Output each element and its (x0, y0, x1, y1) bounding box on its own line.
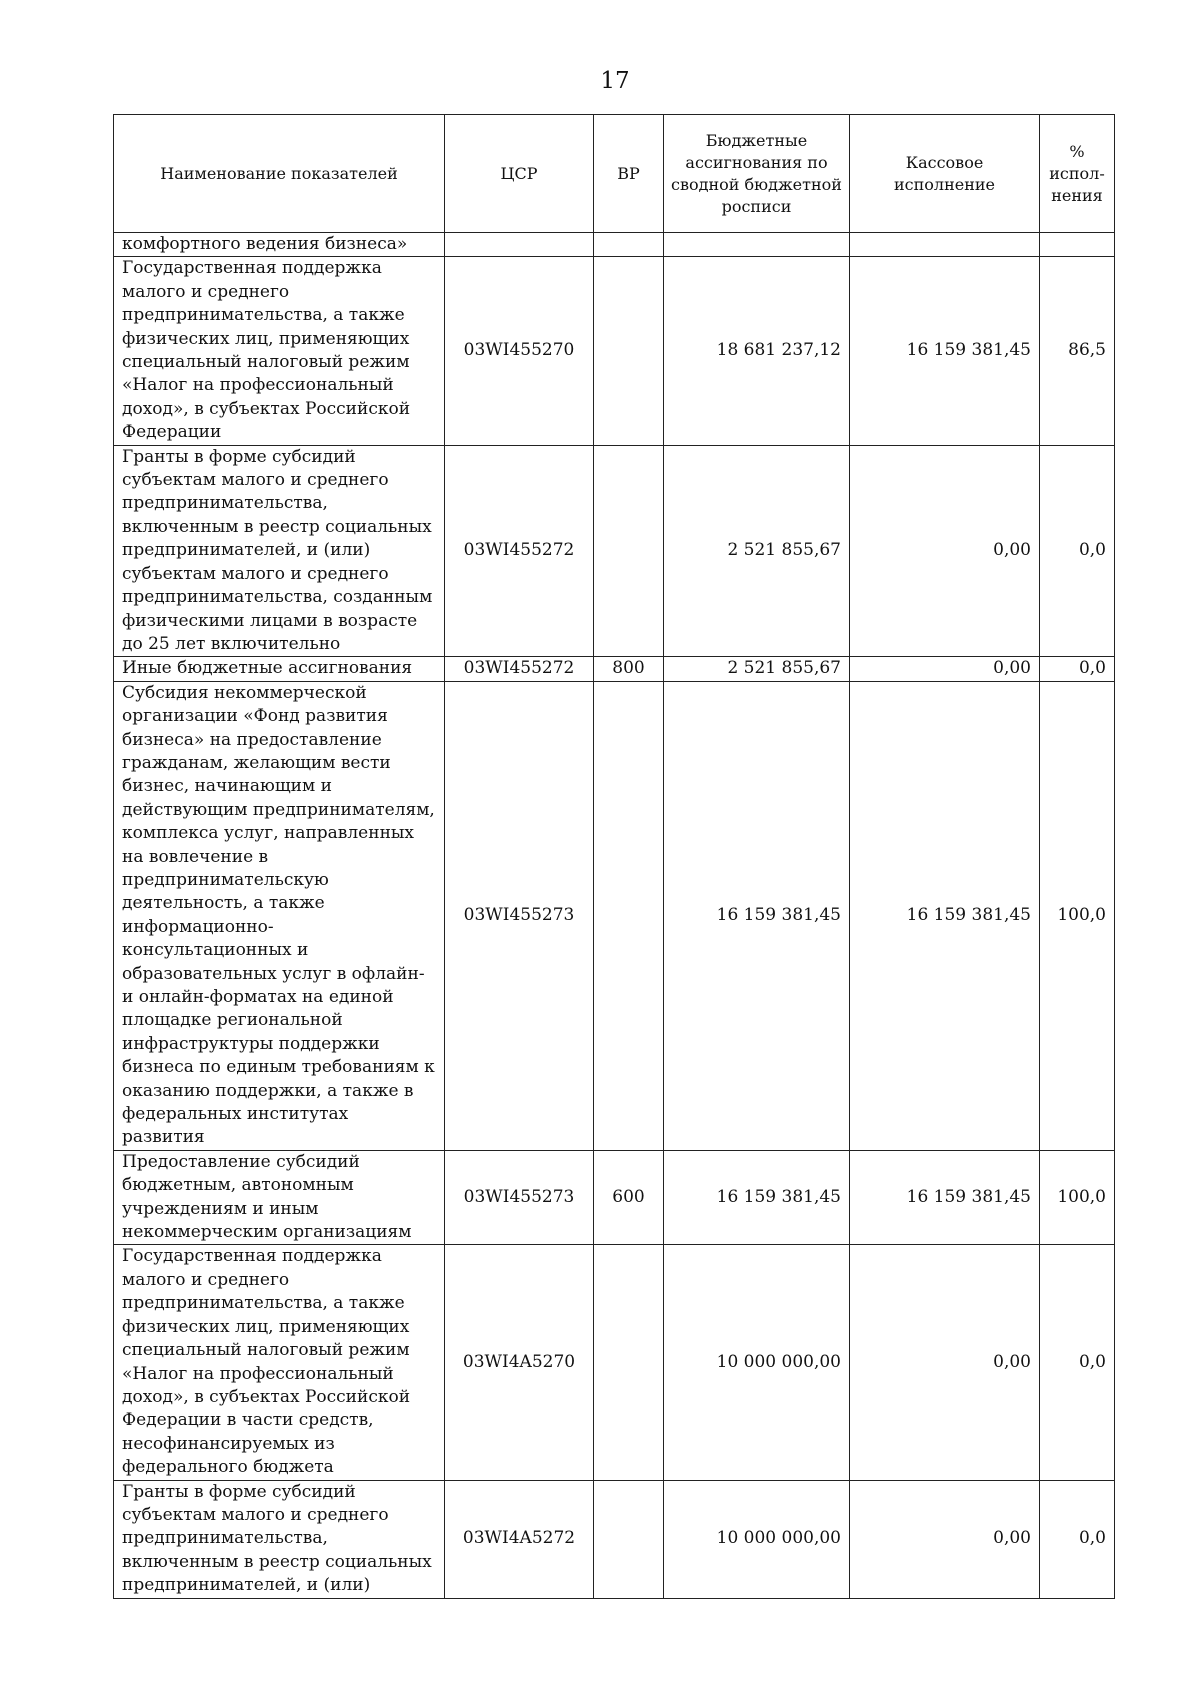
cell-name: Государственная поддержка малого и среднего предпринимательства, а также физических лиц, применяющих специальный налоговый режим «Налог на профессиональный доход», в субъектах Российской Федерации (114, 257, 445, 445)
cell-csr: 03WI4A5270 (445, 1245, 594, 1480)
cell-pct: 0,0 (1040, 657, 1115, 681)
cell-budget: 16 159 381,45 (664, 681, 850, 1150)
cell-csr: 03WI4A5272 (445, 1480, 594, 1598)
cell-budget: 18 681 237,12 (664, 257, 850, 445)
cell-budget: 16 159 381,45 (664, 1150, 850, 1245)
header-vr: ВР (594, 115, 664, 233)
cell-pct: 0,0 (1040, 1245, 1115, 1480)
cell-name: Предоставление субсидий бюджетным, автономным учреждениям и иным некоммерческим организациям (114, 1150, 445, 1245)
cell-name: Гранты в форме субсидий субъектам малого и среднего предпринимательства, включенным в реестр социальных предпринимателей, и (или) субъектам малого и среднего предпринимательства, созданным физическими лицами в возрасте до 25 лет включительно (114, 445, 445, 657)
cell-name: Гранты в форме субсидий субъектам малого и среднего предпринимательства, включенным в реестр социальных предпринимателей, и (или) (114, 1480, 445, 1598)
cell-pct: 86,5 (1040, 257, 1115, 445)
cell-vr (594, 445, 664, 657)
cell-cash: 16 159 381,45 (850, 1150, 1040, 1245)
cell-name: Иные бюджетные ассигнования (114, 657, 445, 681)
cell-vr (594, 1245, 664, 1480)
table-header-row (114, 115, 1115, 233)
cell-csr (445, 233, 594, 257)
cell-pct: 0,0 (1040, 445, 1115, 657)
cell-budget: 10 000 000,00 (664, 1245, 850, 1480)
table-row (114, 1245, 1115, 1480)
table-row (114, 657, 1115, 681)
table-row (114, 257, 1115, 445)
cell-name: Субсидия некоммерческой организации «Фонд развития бизнеса» на предоставление гражданам, желающим вести бизнес, начинающим и действующим предпринимателям, комплекса услуг, направленных на вовлечение в предпринимательскую деятельность, а также информационно-консультационных и образовательных услуг в офлайн- и онлайн-форматах на единой площадке региональной инфраструктуры поддержки бизнеса по единым требованиям к оказанию поддержки, а также в федеральных институтах развития (114, 681, 445, 1150)
cell-cash: 16 159 381,45 (850, 681, 1040, 1150)
table-row (114, 681, 1115, 1150)
table-row (114, 1150, 1115, 1245)
cell-cash: 0,00 (850, 1480, 1040, 1598)
header-csr: ЦСР (445, 115, 594, 233)
cell-cash: 16 159 381,45 (850, 257, 1040, 445)
header-cash: Кассовое исполнение (850, 115, 1040, 233)
table-row (114, 233, 1115, 257)
cell-name: Государственная поддержка малого и среднего предпринимательства, а также физических лиц, применяющих специальный налоговый режим «Налог на профессиональный доход», в субъектах Российской Федерации в части средств, несофинансируемых из федерального бюджета (114, 1245, 445, 1480)
table-row (114, 445, 1115, 657)
cell-vr (594, 257, 664, 445)
cell-vr: 800 (594, 657, 664, 681)
cell-vr (594, 233, 664, 257)
cell-pct: 0,0 (1040, 1480, 1115, 1598)
cell-csr: 03WI455273 (445, 681, 594, 1150)
cell-cash: 0,00 (850, 1245, 1040, 1480)
cell-budget: 10 000 000,00 (664, 1480, 850, 1598)
cell-budget (664, 233, 850, 257)
cell-csr: 03WI455273 (445, 1150, 594, 1245)
cell-pct: 100,0 (1040, 1150, 1115, 1245)
cell-vr (594, 681, 664, 1150)
header-pct: % испол-нения (1040, 115, 1115, 233)
header-budget: Бюджетные ассигнования по сводной бюджетной росписи (664, 115, 850, 233)
cell-budget: 2 521 855,67 (664, 445, 850, 657)
header-name: Наименование показателей (114, 115, 445, 233)
cell-budget: 2 521 855,67 (664, 657, 850, 681)
cell-vr: 600 (594, 1150, 664, 1245)
table-row (114, 1480, 1115, 1598)
cell-name: комфортного ведения бизнеса» (114, 233, 445, 257)
cell-vr (594, 1480, 664, 1598)
budget-execution-table (113, 114, 1115, 1599)
cell-csr: 03WI455272 (445, 445, 594, 657)
cell-csr: 03WI455272 (445, 657, 594, 681)
cell-pct (1040, 233, 1115, 257)
cell-csr: 03WI455270 (445, 257, 594, 445)
cell-cash: 0,00 (850, 657, 1040, 681)
cell-cash (850, 233, 1040, 257)
cell-cash: 0,00 (850, 445, 1040, 657)
page-number: 17 (600, 68, 630, 94)
cell-pct: 100,0 (1040, 681, 1115, 1150)
